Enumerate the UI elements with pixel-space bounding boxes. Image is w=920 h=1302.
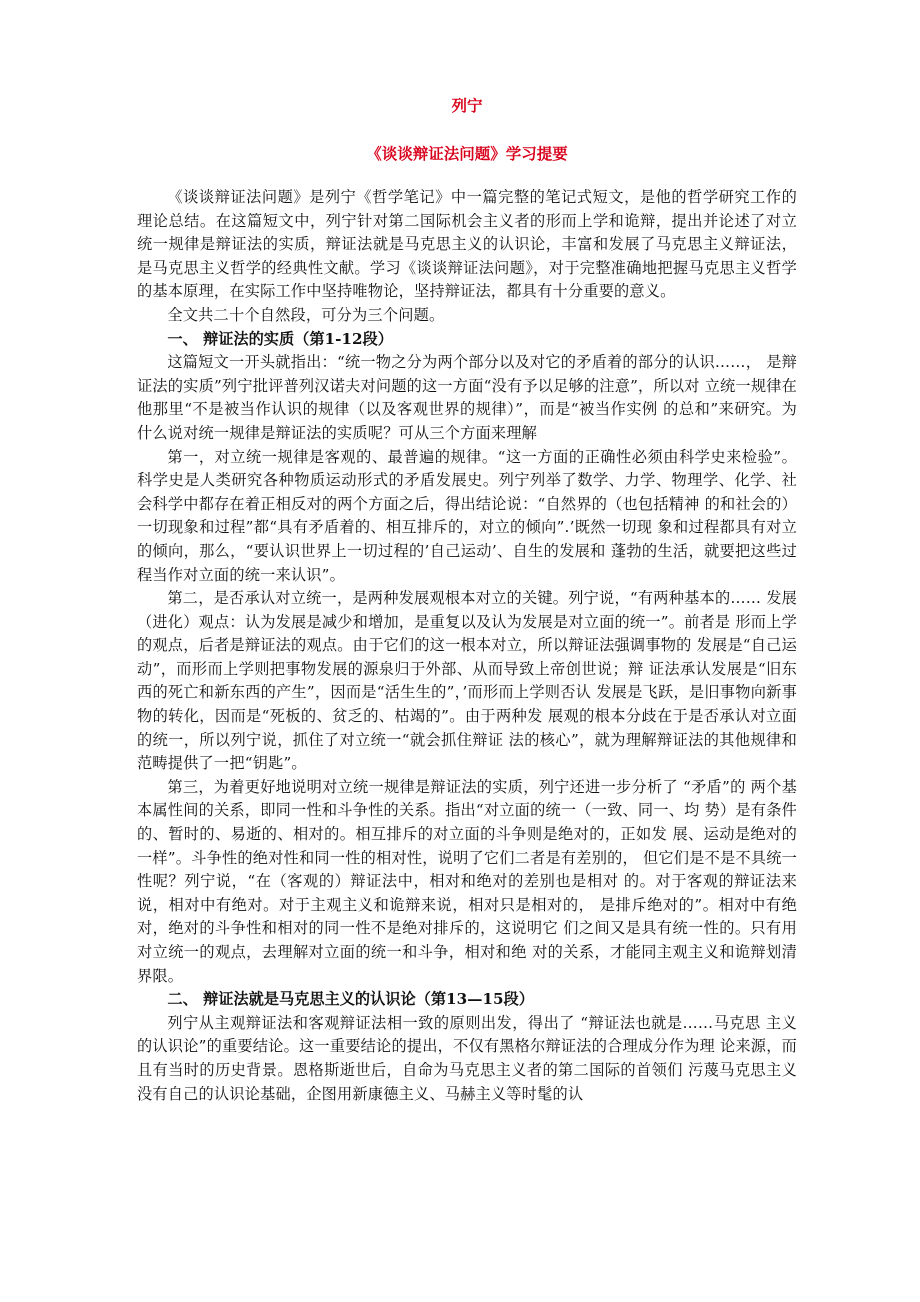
- section-heading-2: 二、 辩证法就是马克思主义的认识论（第13—15段）: [167, 990, 534, 1009]
- document-page: [137, 90, 797, 1106]
- author-title: 列宁: [451, 96, 483, 115]
- intro-paragraph: 《谈谈辩证法问题》是列宁《哲学笔记》中一篇完整的笔记式短文，是他的哲学研究工作的理论总结。在这篇短文中，列宁针对第二国际机会主义者的形而上学和诡辩，提出并论述了对立统一规律是辩证法的实质，辩证法就是马克思主义的认识论，丰富和发展了马克思主义辩证法，是马克思主义哲学的经典性文献。学习《谈谈辩证法问题》，对于完整准确地把握马克思主义哲学的基本原理，在实际工作中坚持唯物论，坚持辩证法，都具有十分重要的意义。: [137, 188, 797, 301]
- section1-paragraph: 这篇短文一开头就指出：“统一物之分为两个部分以及对它的矛盾着的部分的认识……， 是辩证法的实质”列宁批评普列汉诺夫对问题的这一方面“没有予以足够的注意”，所以对 立统一规律在他那里“不是被当作认识的规律（以及客观世界的规律）”，而是“被当作实例 的总和”来研究。为什么说对统一规律是辩证法的实质呢？可从三个方面来理解: [137, 353, 797, 442]
- section-heading-1: 一、 辩证法的实质（第1-12段）: [167, 329, 393, 348]
- section1-paragraph: 第一，对立统一规律是客观的、最普遍的规律。“这一方面的正确性必须由科学史来检验”。科学史是人类研究各种物质运动形式的矛盾发展史。列宁列举了数学、力学、物理学、化学、社会科学中都存在着正相反对的两个方面之后，得出结论说：“自然界的（也包括精神 的和社会的）一切现象和过程”都“具有矛盾着的、相互排斥的，对立的倾向”.’既然一切现 象和过程都具有对立的倾向，那么，“要认识世界上一切过程的’自己运动’、自生的发展和 蓬勃的生活，就要把这些过程当作对立面的统一来认识”。: [137, 447, 797, 584]
- section1-paragraph: 第三，为着更好地说明对立统一规律是辩证法的实质，列宁还进一步分析了 “矛盾”的 两个基本属性间的关系，即同一性和斗争性的关系。指出“对立面的统一（一致、同一、均 势）是有条件的、暂时的、易逝的、相对的。相互排斥的对立面的斗争则是绝对的，正如发 展、运动是绝对的一样”。斗争性的绝对性和同一性的相对性，说明了它们二者是有差别的， 但它们是不是不具统一性呢？列宁说，“在（客观的）辩证法中，相对和绝对的差别也是相对 的。对于客观的辩证法来说，相对中有绝对。对于主观主义和诡辩来说，相对只是相对的， 是排斥绝对的”。相对中有绝对，绝对的斗争性和相对的同一性不是绝对排斥的，这说明它 们之间又是具有统一性的。只有用对立统一的观点，去理解对立面的统一和斗争，相对和绝 对的关系，才能同主观主义和诡辩划清界限。: [137, 777, 797, 985]
- section2-paragraph: 列宁从主观辩证法和客观辩证法相一致的原则出发，得出了 “辩证法也就是……马克思 主义的认识论”的重要结论。这一重要结论的提出，不仅有黑格尔辩证法的合理成分作为理 论来源，而且有当时的历史背景。恩格斯逝世后，自命为马克思主义者的第二国际的首领们 污蔑马克思主义没有自己的认识论基础，企图用新康德主义、马赫主义等时髦的认: [137, 1013, 797, 1103]
- document-title: 《谈谈辩证法问题》学习提要: [366, 144, 568, 163]
- intro-summary: 全文共二十个自然段，可分为三个问题。: [167, 305, 445, 324]
- section1-paragraph: 第二，是否承认对立统一，是两种发展观根本对立的关键。列宁说，“有两种基本的…… 发展（进化）观点：认为发展是减少和增加，是重复以及认为发展是对立面的统一”。前者是 形而上学的观点，后者是辩证法的观点。由于它们的这一根本对立，所以辩证法强调事物的 发展是“自己运动”，而形而上学则把事物发展的源泉归于外部、从而导致上帝创世说；辩 证法承认发展是“旧东西的死亡和新东西的产生”，因而是“活生生的”，’而形而上学则否认 发展是飞跃，是旧事物向新事物的转化，因而是“死板的、贫乏的、枯竭的”。由于两种发 展观的根本分歧在于是否承认对立面的统一，所以列宁说，抓住了对立统一“就会抓住辩证 法的核心”，就为理解辩证法的其他规律和范畴提供了一把“钥匙”。: [137, 589, 797, 773]
